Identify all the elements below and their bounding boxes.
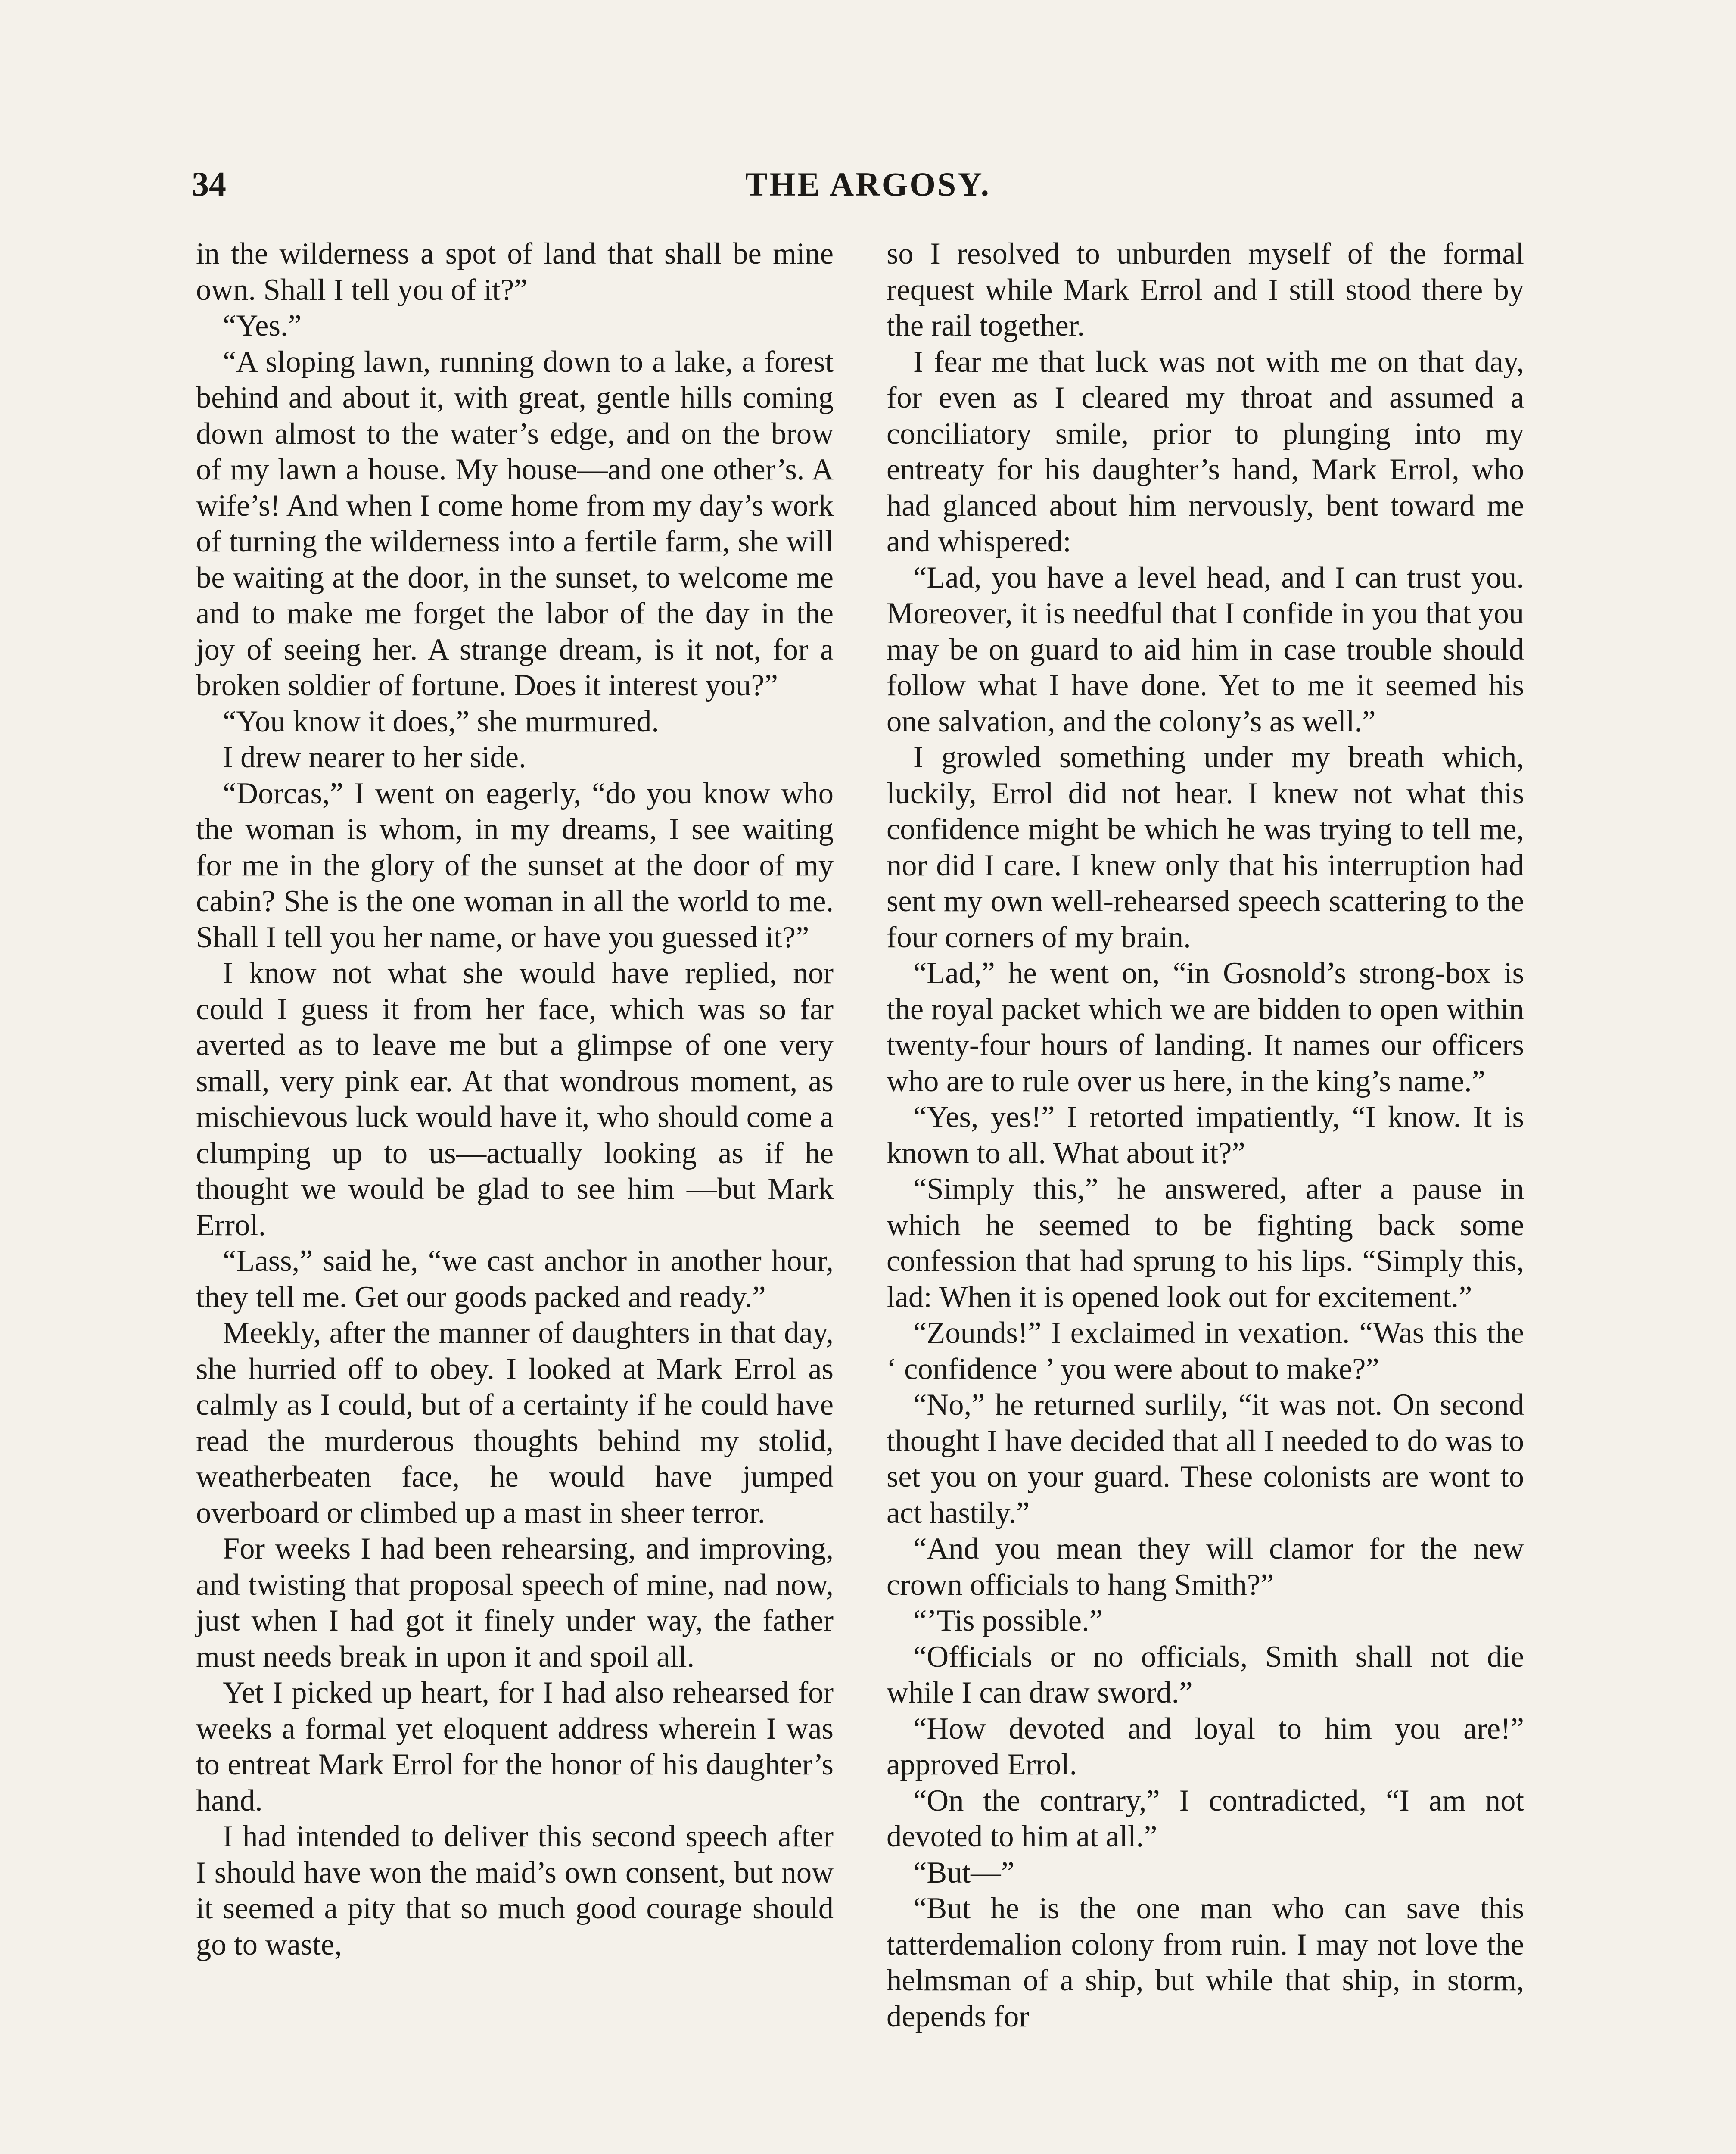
paragraph: so I resolved to unburden myself of the formal request while Mark Errol and I still stood there by the rail together. xyxy=(887,237,1524,342)
paragraph: in the wilderness a spot of land that shall be mine own. Shall I tell you of it?” xyxy=(196,237,834,307)
paragraph: “Lad, you have a level head, and I can trust you. Moreover, it is needful that I confide in you that you may be on guard to aid him in case trouble should follow what I have done. Yet to me it seemed his one salvation, and the colony’s as well.” xyxy=(887,560,1524,738)
paragraph: “A sloping lawn, running down to a lake, a forest behind and about it, with great, gentle hills coming down almost to the water’s edge, and on the brow of my lawn a house. My house—and one other’s. A wife’s! And when I come home from my day’s work of turning the wilderness into a fertile farm, she will be waiting at the door, in the sunset, to welcome me and to make me forget the labor of the day in the joy of seeing her. A strange dream, is it not, for a broken soldier of fortune. Does it interest you?” xyxy=(196,345,834,702)
paragraph: “Lad,” he went on, “in Gosnold’s strong-box is the royal packet which we are bidden to open within twenty-four hours of landing. It names our officers who are to rule over us here, in the king’s name.” xyxy=(887,956,1524,1098)
paragraph: “How devoted and loyal to him you are!” approved Errol. xyxy=(887,1712,1524,1781)
paragraph: I had intended to deliver this second speech after I should have won the maid’s own consent, but now it seemed a pity that so much good courage should go to waste, xyxy=(196,1820,834,1961)
paragraph: I know not what she would have replied, nor could I guess it from her face, which was so far averted as to leave me but a glimpse of one very small, very pink ear. At that wondrous moment, as mischievous luck would have it, who should come a clumping up to us—actually looking as if he thought we would be glad to see him —but Mark Errol. xyxy=(196,956,834,1242)
paragraph: “Yes.” xyxy=(223,309,302,342)
page-number: 34 xyxy=(192,165,226,203)
paragraph: “Officials or no officials, Smith shall not die while I can draw sword.” xyxy=(887,1640,1524,1709)
paragraph: Yet I picked up heart, for I had also rehearsed for weeks a formal yet eloquent address wherein I was to entreat Mark Errol for the honor of his daughter’s hand. xyxy=(196,1676,834,1818)
paragraph: “On the contrary,” I contradicted, “I am not devoted to him at all.” xyxy=(887,1784,1524,1853)
paragraph: “No,” he returned surlily, “it was not. On second thought I have decided that all I needed to do was to set you on your guard. These colonists are wont to act hastily.” xyxy=(887,1388,1524,1530)
paragraph: “Simply this,” he answered, after a pause in which he seemed to be fighting back some confession that had sprung to his lips. “Simply this, lad: When it is opened look out for excitement.” xyxy=(887,1172,1524,1314)
paragraph: I fear me that luck was not with me on that day, for even as I cleared my throat and assumed a conciliatory smile, prior to plunging into my entreaty for his daughter’s hand, Mark Errol, who had glanced about him nervously, bent toward me and whispered: xyxy=(887,345,1524,558)
paragraph: “And you mean they will clamor for the new crown officials to hang Smith?” xyxy=(887,1532,1524,1602)
left-text-column xyxy=(196,236,834,1963)
paragraph: “Yes, yes!” I retorted impatiently, “I know. It is known to all. What about it?” xyxy=(887,1100,1524,1170)
paragraph: “’Tis possible.” xyxy=(913,1604,1103,1637)
paragraph: For weeks I had been rehearsing, and improving, and twisting that proposal speech of mine, nad now, just when I had got it finely under way, the father must needs break in upon it and spoil all. xyxy=(196,1532,834,1674)
paragraph: Meekly, after the manner of daughters in that day, she hurried off to obey. I looked at Mark Errol as calmly as I could, but of a certainty if he could have read the murderous thoughts behind my stolid, weatherbeaten face, he would have jumped overboard or climbed up a mast in sheer terror. xyxy=(196,1316,834,1530)
running-title: THE ARGOSY. xyxy=(745,165,991,203)
paragraph: “But he is the one man who can save this tatterdemalion colony from ruin. I may not love the helmsman of a ship, but while that ship, in storm, depends for xyxy=(887,1892,1524,2033)
page-header xyxy=(0,163,1736,206)
paragraph: “You know it does,” she murmured. xyxy=(223,704,660,738)
right-text-column xyxy=(887,236,1524,2035)
paragraph: “Lass,” said he, “we cast anchor in another hour, they tell me. Get our goods packed and ready.” xyxy=(196,1244,834,1314)
paragraph: “Zounds!” I exclaimed in vexation. “Was this the ‘ confidence ’ you were about to make?” xyxy=(887,1316,1524,1386)
paragraph: “But—” xyxy=(913,1855,1014,1889)
paragraph: I drew nearer to her side. xyxy=(223,741,526,774)
paragraph: I growled something under my breath which, luckily, Errol did not hear. I knew not what this confidence might be which he was trying to tell me, nor did I care. I knew only that his interruption had sent my own well-rehearsed speech scattering to the four corners of my brain. xyxy=(887,741,1524,954)
paragraph: “Dorcas,” I went on eagerly, “do you know who the woman is whom, in my dreams, I see waiting for me in the glory of the sunset at the door of my cabin? She is the one woman in all the world to me. Shall I tell you her name, or have you guessed it?” xyxy=(196,776,834,954)
